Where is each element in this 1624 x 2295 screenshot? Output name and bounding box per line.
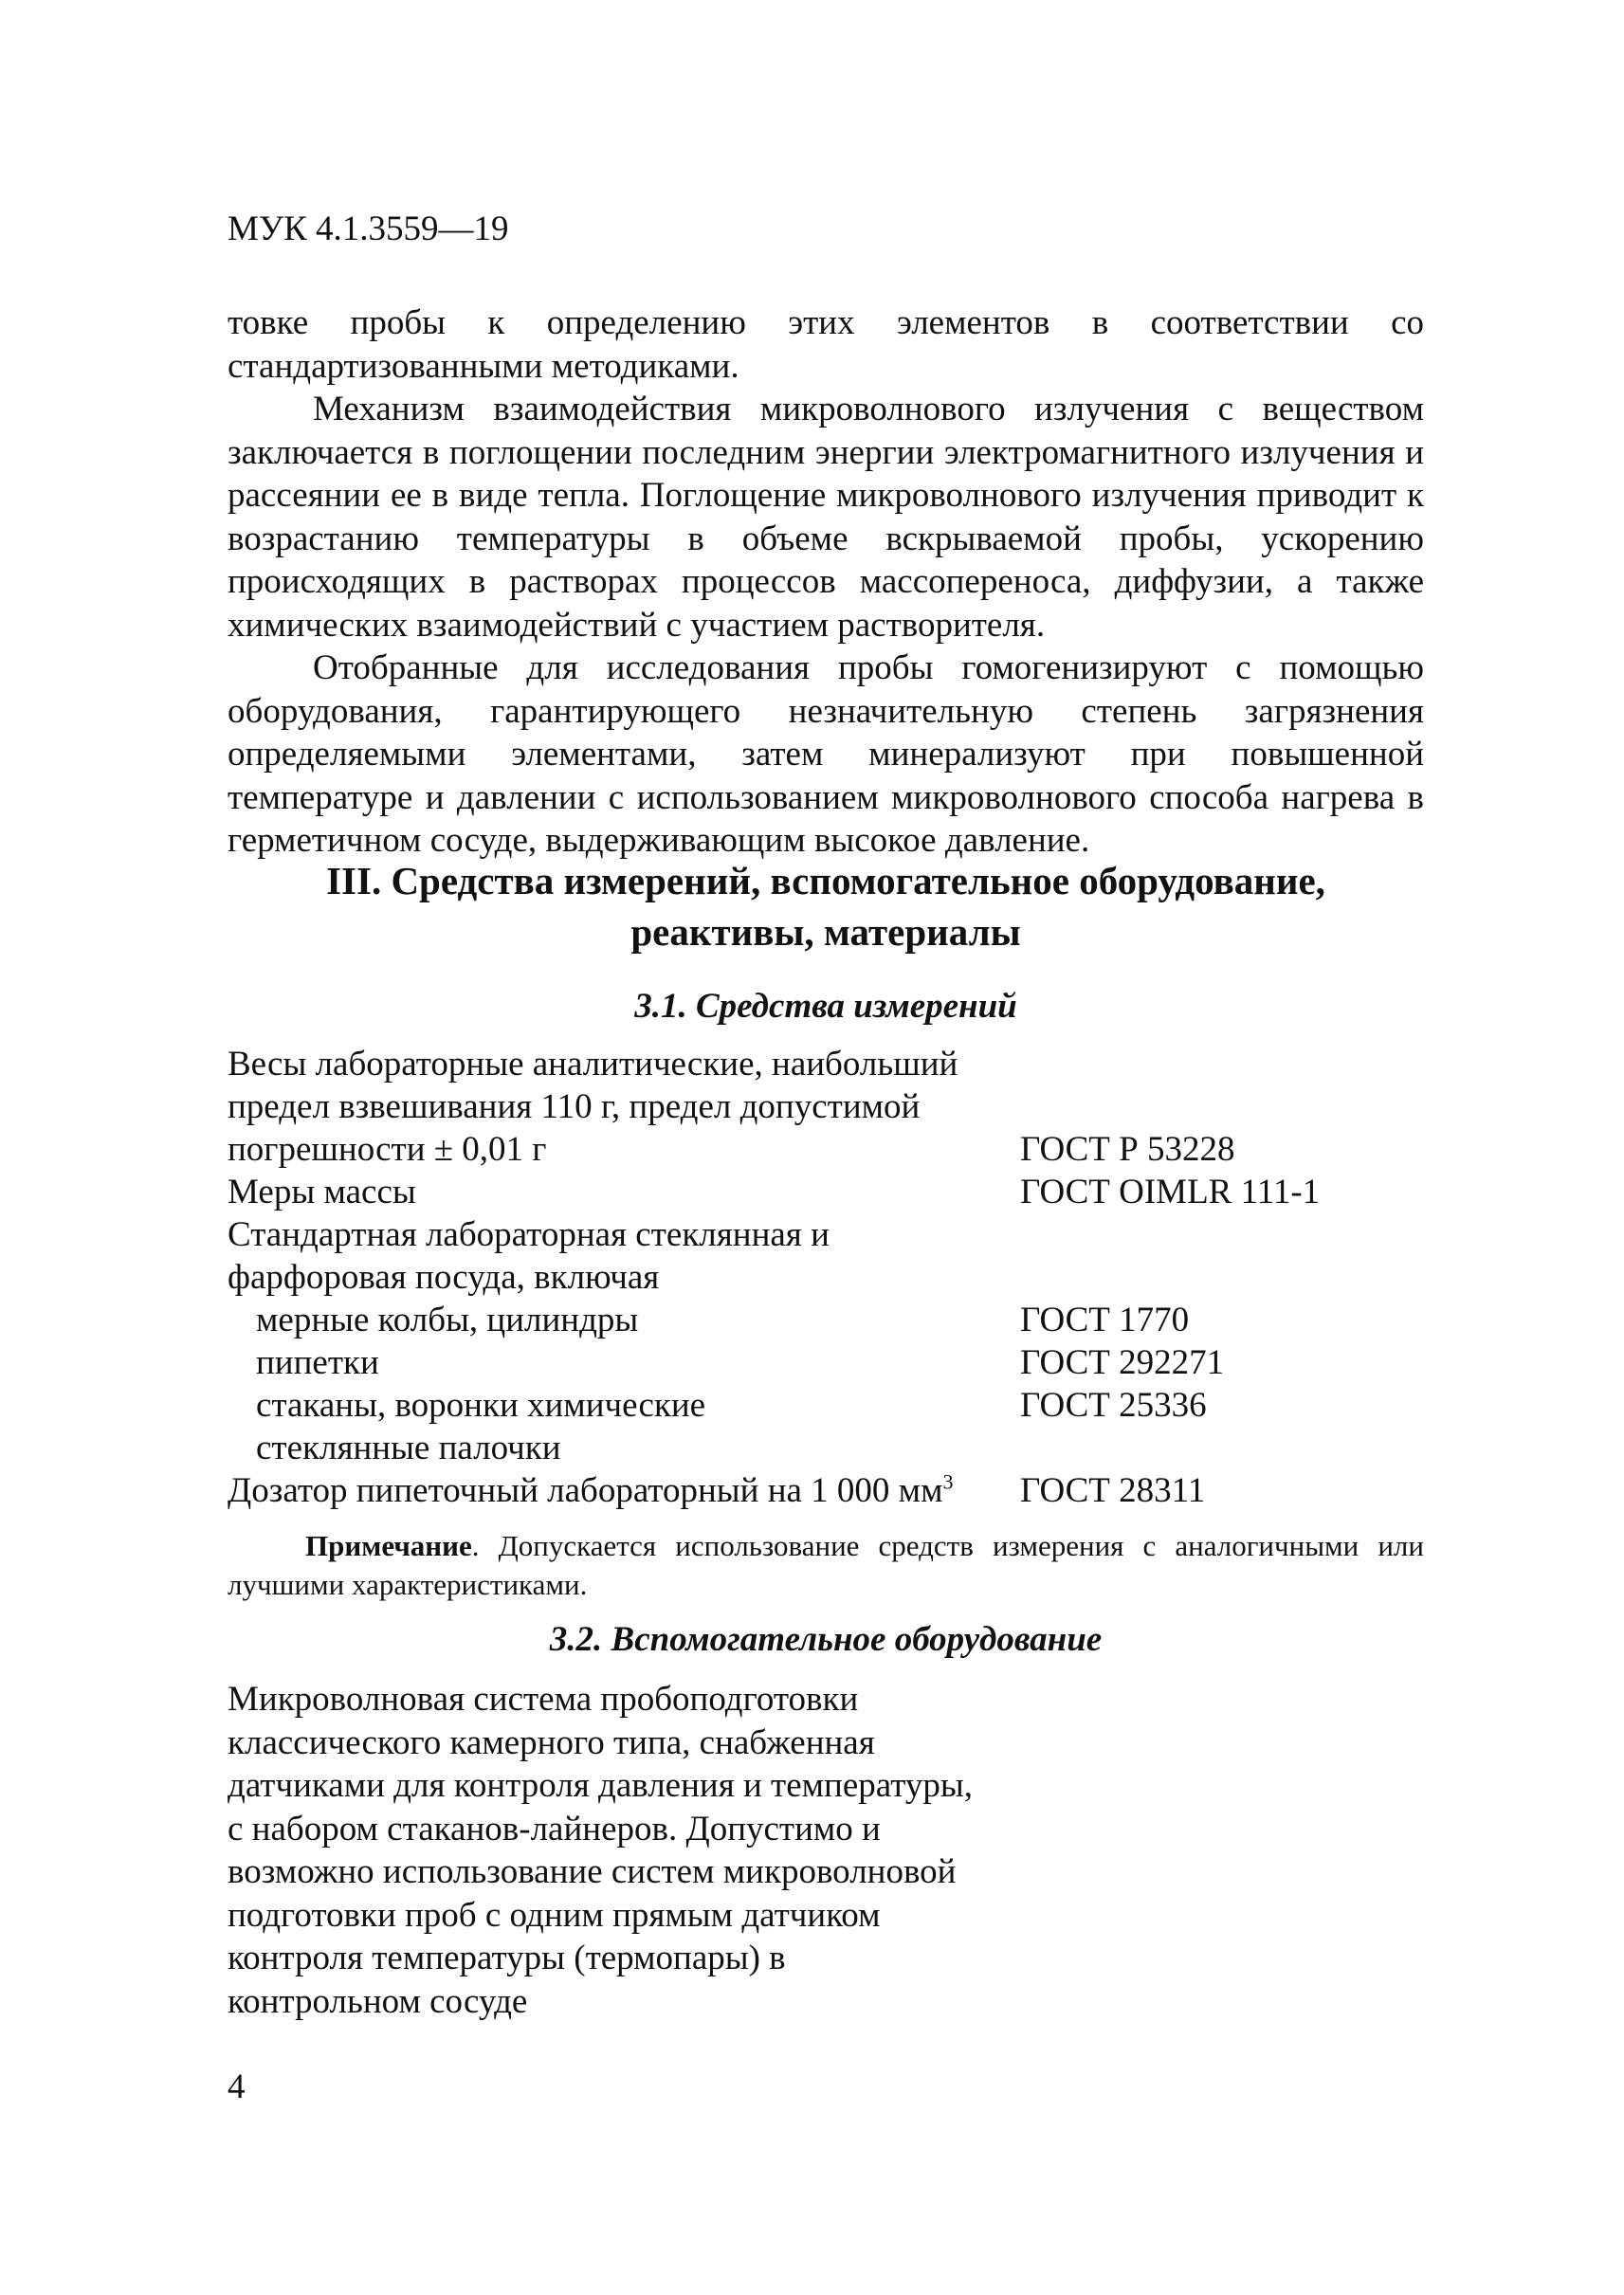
instrument-item-text: Дозатор пипеточный лабораторный на 1 000 мм <box>228 1471 943 1510</box>
table-row <box>228 1427 1424 1469</box>
instrument-item: Весы лабораторные аналитические, наибольший <box>228 1045 958 1084</box>
instrument-standard: ГОСТ 28311 <box>1019 1471 1206 1510</box>
instrument-item: мерные колбы, цилиндры <box>256 1301 639 1339</box>
instruments-table <box>228 1043 1424 1512</box>
note-text: . Допускается использование средств измерения с аналогичными или лучшими характеристиками. <box>228 1529 1424 1601</box>
table-row <box>228 1085 1424 1128</box>
section-heading <box>228 855 1424 957</box>
note-paragraph <box>228 1526 1424 1604</box>
instrument-standard <box>1005 1427 1424 1469</box>
paragraph-homogenize: Отобранные для исследования пробы гомогенизируют с помощью оборудования, гарантирующего незначительную степень загрязнения определяемыми элементами, затем минерализуют при повышенной температуре и давлении с использованием микроволнового способа нагрева в герметичном сосуде, выдерживающим высокое давление. <box>228 648 1424 860</box>
table-row <box>228 1256 1424 1299</box>
table-row <box>228 1341 1424 1384</box>
instrument-standard: ГОСТ Р 53228 <box>1019 1130 1235 1169</box>
subsection-measuring-title: 3.1. Средства измерений <box>634 987 1017 1026</box>
instrument-item: погрешности ± 0,01 г <box>228 1130 547 1169</box>
instrument-item: Стандартная лабораторная стеклянная и <box>228 1215 830 1254</box>
unit-superscript: 3 <box>942 1469 954 1494</box>
instrument-standard: ГОСТ 25336 <box>1019 1386 1207 1425</box>
instrument-item: стаканы, воронки химические <box>256 1386 706 1425</box>
table-row <box>228 1171 1424 1213</box>
table-row <box>228 1469 1424 1512</box>
table-row <box>228 1043 1424 1085</box>
instrument-standard: ГОСТ OIMLR 111-1 <box>1019 1173 1321 1211</box>
instrument-item: пипетки <box>256 1343 379 1382</box>
doc-code-header: МУК 4.1.3559—19 <box>228 209 509 248</box>
table-row <box>228 1213 1424 1256</box>
instrument-item <box>228 1469 1005 1512</box>
section-heading-line1: III. Средства измерений, вспомогательное оборудование, <box>326 859 1325 902</box>
instrument-standard <box>1005 1256 1424 1299</box>
instrument-standard <box>1005 1043 1424 1085</box>
instrument-standard: ГОСТ 1770 <box>1019 1301 1190 1339</box>
section-heading-line2: реактивы, материалы <box>630 910 1021 954</box>
instrument-item: фарфоровая посуда, включая <box>228 1258 660 1297</box>
instrument-standard <box>1005 1085 1424 1128</box>
auxiliary-equipment-text: Микроволновая система пробоподготовки классического камерного типа, снабженная датчиками для контроля давления и температуры, с набором стаканов-лайнеров. Допустимо и возможно использование систем микроволновой подготовки проб с одним прямым датчиком контроля температуры (термопары) в контрольном сосуде <box>228 1680 974 2021</box>
table-row <box>228 1299 1424 1341</box>
instrument-item: предел взвешивания 110 г, предел допустимой <box>228 1087 921 1126</box>
instrument-standard: ГОСТ 292271 <box>1019 1343 1225 1382</box>
paragraph-mechanism: Механизм взаимодействия микроволнового излучения с веществом заключается в поглощении последним энергии электромагнитного излучения и рассеянии ее в виде тепла. Поглощение микроволнового излучения приводит к возрастанию температуры в объеме вскрываемой пробы, ускорению происходящих в растворах процессов массопереноса, диффузии, а также химических взаимодействий с участием растворителя. <box>228 390 1424 645</box>
paragraph-continuation: товке пробы к определению этих элементов в соответствии со стандартизованными методиками. <box>228 303 1424 386</box>
instrument-standard <box>1005 1213 1424 1256</box>
page-number: 4 <box>228 2067 246 2106</box>
table-row <box>228 1384 1424 1427</box>
table-row <box>228 1128 1424 1171</box>
note-label: Примечание <box>305 1529 472 1562</box>
instrument-item: Меры массы <box>228 1173 416 1211</box>
instrument-item: стеклянные палочки <box>256 1429 561 1467</box>
subsection-auxiliary-title: 3.2. Вспомогательное оборудование <box>549 1620 1103 1659</box>
